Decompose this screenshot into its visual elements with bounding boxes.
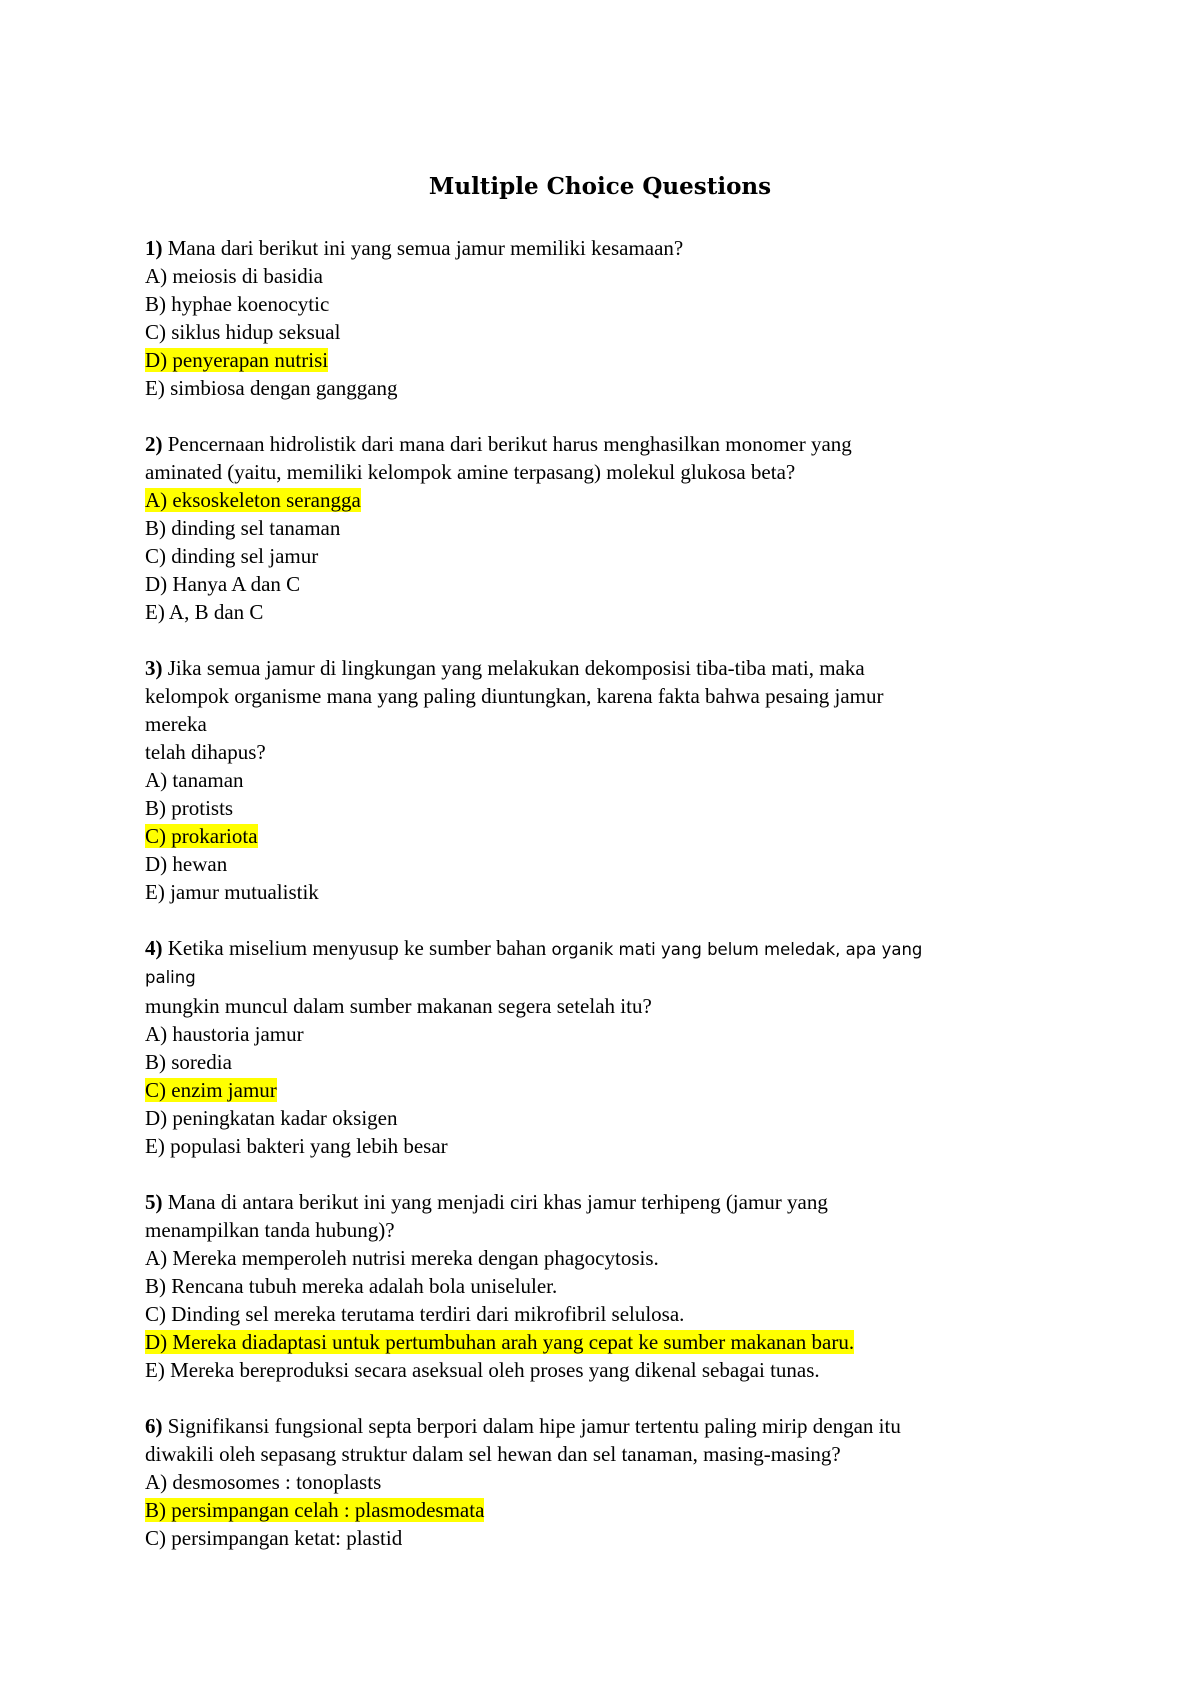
option-b — [145, 794, 1045, 822]
option-e — [145, 1356, 1045, 1384]
stem-line — [145, 1188, 1045, 1216]
option-text: C) siklus hidup seksual — [145, 320, 341, 344]
option-text: D) Hanya A dan C — [145, 572, 301, 596]
option-text: E) simbiosa dengan ganggang — [145, 376, 398, 400]
stem-line: mereka — [145, 712, 207, 736]
option-list — [145, 1468, 1045, 1552]
question-number: 3) — [145, 656, 163, 680]
stem-line: Mana dari berikut ini yang semua jamur memiliki kesamaan? — [167, 236, 684, 260]
option-a — [145, 486, 1045, 514]
question-number: 4) — [145, 936, 163, 960]
option-list — [145, 1020, 1045, 1160]
option-text: E) A, B dan C — [145, 600, 264, 624]
option-text-highlighted: C) enzim jamur — [145, 1078, 277, 1102]
option-a — [145, 262, 1045, 290]
option-c — [145, 1076, 1045, 1104]
option-text: A) meiosis di basidia — [145, 264, 323, 288]
stem-text-sans: organik mati yang belum meledak, apa yang — [551, 940, 923, 959]
option-text: E) jamur mutualistik — [145, 880, 319, 904]
option-text: A) Mereka memperoleh nutrisi mereka dengan phagocytosis. — [145, 1246, 659, 1270]
option-text-highlighted: D) Mereka diadaptasi untuk pertumbuhan arah yang cepat ke sumber makanan baru. — [145, 1330, 855, 1354]
stem-line: aminated (yaitu, memiliki kelompok amine terpasang) molekul glukosa beta? — [145, 460, 796, 484]
question-stem — [145, 1188, 1045, 1244]
question-stem — [145, 934, 1045, 1020]
option-e — [145, 1132, 1045, 1160]
option-d — [145, 570, 1045, 598]
option-text: A) haustoria jamur — [145, 1022, 304, 1046]
option-text-highlighted: C) prokariota — [145, 824, 258, 848]
stem-line — [145, 654, 1045, 682]
question-3 — [145, 654, 1045, 906]
question-6 — [145, 1412, 1045, 1552]
option-a — [145, 1244, 1045, 1272]
option-text: D) hewan — [145, 852, 228, 876]
option-d — [145, 346, 1045, 374]
option-text: A) tanaman — [145, 768, 244, 792]
question-stem — [145, 654, 1045, 766]
option-c — [145, 1300, 1045, 1328]
option-text: B) soredia — [145, 1050, 232, 1074]
question-4 — [145, 934, 1045, 1160]
option-b — [145, 514, 1045, 542]
stem-line — [145, 430, 1045, 458]
stem-line: kelompok organisme mana yang paling diuntungkan, karena fakta bahwa pesaing jamur — [145, 684, 884, 708]
option-b — [145, 1496, 1045, 1524]
option-e — [145, 598, 1045, 626]
stem-line: menampilkan tanda hubung)? — [145, 1218, 395, 1242]
stem-text: Ketika miselium menyusup ke sumber bahan — [167, 936, 547, 960]
option-text-highlighted: B) persimpangan celah : plasmodesmata — [145, 1498, 485, 1522]
stem-text: Jika semua jamur di lingkungan yang melakukan dekomposisi tiba-tiba mati, maka — [167, 656, 865, 680]
stem-line: mungkin muncul dalam sumber makanan segera setelah itu? — [145, 994, 652, 1018]
question-5 — [145, 1188, 1045, 1384]
option-e — [145, 374, 1045, 402]
question-1 — [145, 234, 1045, 402]
question-list — [145, 234, 1045, 1580]
option-text: E) populasi bakteri yang lebih besar — [145, 1134, 448, 1158]
question-stem — [145, 234, 1045, 262]
option-text: B) protists — [145, 796, 234, 820]
option-text: B) hyphae koenocytic — [145, 292, 330, 316]
option-b — [145, 1272, 1045, 1300]
option-c — [145, 542, 1045, 570]
option-d — [145, 1328, 1045, 1356]
stem-line: telah dihapus? — [145, 740, 266, 764]
option-a — [145, 1468, 1045, 1496]
option-text: C) persimpangan ketat: plastid — [145, 1526, 403, 1550]
option-list — [145, 486, 1045, 626]
option-d — [145, 850, 1045, 878]
question-stem — [145, 1412, 1045, 1468]
option-text: E) Mereka bereproduksi secara aseksual oleh proses yang dikenal sebagai tunas. — [145, 1358, 820, 1382]
question-number: 1) — [145, 236, 163, 260]
option-e — [145, 878, 1045, 906]
question-number: 2) — [145, 432, 163, 456]
option-list — [145, 262, 1045, 402]
stem-line — [145, 1412, 1045, 1440]
option-c — [145, 1524, 1045, 1552]
stem-line — [145, 934, 1045, 964]
question-number: 5) — [145, 1190, 163, 1214]
option-text: B) Rencana tubuh mereka adalah bola uniseluler. — [145, 1274, 558, 1298]
option-a — [145, 766, 1045, 794]
question-2 — [145, 430, 1045, 626]
option-text-highlighted: A) eksoskeleton serangga — [145, 488, 361, 512]
option-text: A) desmosomes : tonoplasts — [145, 1470, 382, 1494]
option-list — [145, 1244, 1045, 1384]
stem-text: Pencernaan hidrolistik dari mana dari berikut harus menghasilkan monomer yang — [167, 432, 852, 456]
stem-line: paling — [145, 968, 196, 987]
option-text: C) dinding sel jamur — [145, 544, 319, 568]
option-c — [145, 318, 1045, 346]
question-stem — [145, 430, 1045, 486]
question-number: 6) — [145, 1414, 163, 1438]
option-text: D) peningkatan kadar oksigen — [145, 1106, 398, 1130]
option-a — [145, 1020, 1045, 1048]
option-b — [145, 290, 1045, 318]
stem-text: Mana di antara berikut ini yang menjadi ciri khas jamur terhipeng (jamur yang — [167, 1190, 828, 1214]
option-text-highlighted: D) penyerapan nutrisi — [145, 348, 329, 372]
option-text: B) dinding sel tanaman — [145, 516, 341, 540]
option-b — [145, 1048, 1045, 1076]
option-c — [145, 822, 1045, 850]
stem-line: diwakili oleh sepasang struktur dalam sel hewan dan sel tanaman, masing-masing? — [145, 1442, 841, 1466]
option-d — [145, 1104, 1045, 1132]
option-text: C) Dinding sel mereka terutama terdiri dari mikrofibril selulosa. — [145, 1302, 685, 1326]
page-title: Multiple Choice Questions — [428, 173, 772, 200]
stem-text: Signifikansi fungsional septa berpori dalam hipe jamur tertentu paling mirip dengan itu — [167, 1414, 901, 1438]
option-list — [145, 766, 1045, 906]
